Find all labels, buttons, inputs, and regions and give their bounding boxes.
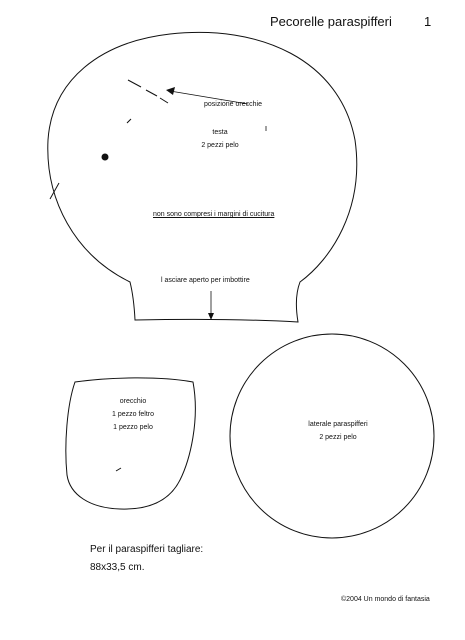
head-count-label: 2 pezzi pelo xyxy=(201,142,239,149)
page-number: 1 xyxy=(424,14,432,29)
side-count-label: 2 pezzi pelo xyxy=(319,434,357,441)
page-title: Pecorelle paraspifferi xyxy=(270,14,392,29)
ear-position-label: posizione orecchie xyxy=(204,101,262,108)
ear-arrow-head xyxy=(166,87,175,95)
side-name-label: laterale paraspifferi xyxy=(308,421,368,428)
head-name-label: testa xyxy=(212,129,228,136)
seam-allowance-note: non sono compresi i margini di cucitura xyxy=(153,211,275,218)
cutting-note-line2: 88x33,5 cm. xyxy=(90,562,145,573)
ear-fur-count: 1 pezzo pelo xyxy=(113,424,153,431)
ear-position-dash xyxy=(146,90,157,96)
mouth-line xyxy=(50,183,59,199)
mark xyxy=(127,119,131,123)
opening-note: l asciare aperto per imbottire xyxy=(161,277,250,284)
cutting-note-line1: Per il paraspifferi tagliare: xyxy=(90,544,204,555)
mark xyxy=(116,468,121,471)
cutting-note xyxy=(90,541,203,577)
ear-felt-count: 1 pezzo feltro xyxy=(111,411,155,418)
ear-position-dash xyxy=(160,98,168,103)
ear-position-dash xyxy=(128,80,141,87)
copyright-footer: ©2004 Un mondo di fantasia xyxy=(341,596,430,603)
eye-dot xyxy=(102,154,109,161)
ear-name-label: orecchio xyxy=(119,398,147,405)
